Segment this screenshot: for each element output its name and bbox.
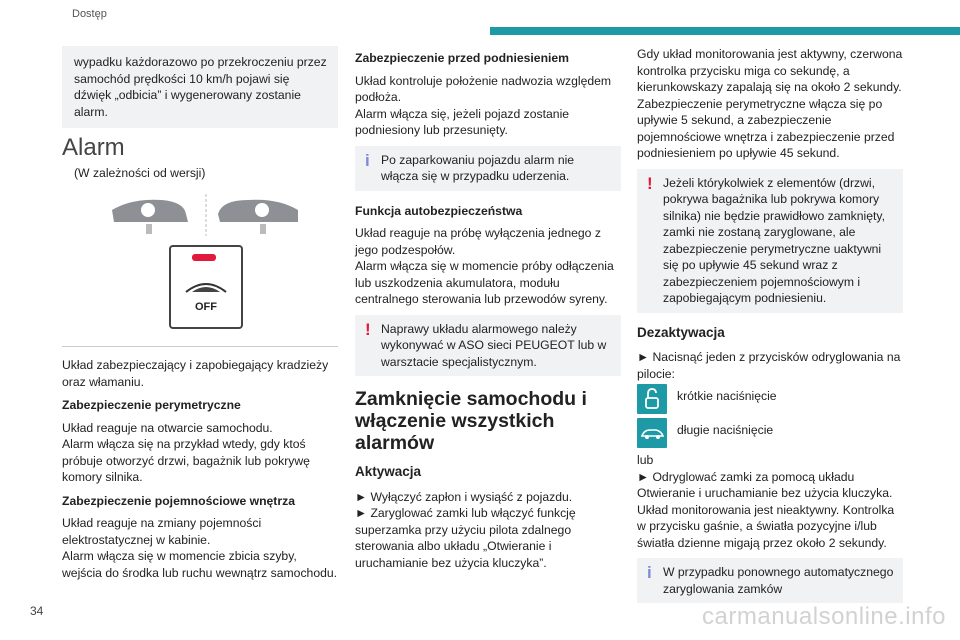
info-box-parking (355, 146, 621, 191)
page-number: 34 (30, 604, 44, 618)
deactivation-step-2: ► Odryglować zamki za pomocą układu Otwieranie i uruchamianie bez użycia kluczyka. (637, 469, 893, 500)
lift-text-2: Alarm włącza się, jeżeli pojazd zostanie podniesiony lub przesunięty. (355, 106, 570, 137)
long-press-label: długie naciśnięcie (677, 423, 774, 437)
info-text-parking: Po zaparkowaniu pojazdu alarm nie włącza się w przypadku uderzenia. (381, 152, 575, 183)
section-title-alarm: Alarm (62, 134, 125, 161)
deactivation-result: Układ monitorowania jest nieaktywny. Kontrolka w przycisku gaśnie, a światła pozycyjne i/lub światła dzienne migają przez około 2 sekundy. (637, 502, 895, 550)
warning-icon: ! (365, 319, 371, 339)
warning-box-repairs (355, 315, 621, 377)
warning-box-closure (637, 169, 903, 313)
activation-step-2: ► Zaryglować zamki lub włączyć funkcję superzamka przy użyciu pilota zdalnego sterowania albo układu „Otwieranie i uruchamianie bez użycia kluczyka”. (355, 506, 576, 570)
short-press-row (637, 384, 903, 414)
perimeter-text-2: Alarm włącza się na przykład wtedy, gdy ktoś próbuje otworzyć drzwi, bagażnik lub pokrywę komory silnika. (62, 437, 310, 484)
info-icon: i (365, 150, 370, 170)
warning-text-closure: Jeżeli którykolwiek z elementów (drzwi, pokrywa bagażnika lub pokrywa komory silnika) nie będzie prawidłowo zamknięty, zamki nie zostaną zaryglowane, ale zabezpieczenie perymetryczne uaktywni się po upływie 45 sekund wraz z zabezpieczeniem pojemnościowym i zapobiegającym podniesieniu. (663, 175, 885, 305)
or-text: lub (637, 453, 654, 467)
heading-activation: Aktywacja (355, 464, 422, 479)
delay-text: Zabezpieczenie perymetryczne włącza się po upływie 5 sekund, a zabezpieczenie pojemnościowe wnętrza i zabezpieczenie przed podniesieniem po upływie 45 sekund. (637, 96, 895, 160)
column-2 (355, 46, 621, 578)
lift-text-1: Układ kontroluje położenie nadwozia względem podłoża. (355, 73, 612, 104)
info-box-relock (637, 558, 903, 603)
perimeter-text-1: Układ reaguje na otwarcie samochodu. (62, 420, 273, 435)
continuation-note-text: wypadku każdorazowo po przekroczeniu przez samochód prędkości 10 km/h pojawi się dźwięk „odbicia” i wygenerowany zostanie alarm. (74, 55, 327, 119)
long-press-row (637, 418, 903, 448)
monitoring-text: Gdy układ monitorowania jest aktywny, czerwona kontrolka przycisku miga co sekundę, a kierunkowskazy zapalają się na około 2 sekundy. (637, 47, 903, 94)
self-text-2: Alarm włącza się w momencie próby odłączenia lub uszkodzenia akumulatora, modułu centralnego sterowania lub przewodów syreny. (355, 259, 614, 306)
watermark: carmanualsonline.info (702, 603, 946, 630)
info-icon: i (647, 563, 652, 582)
heading-deactivation: Dezaktywacja (637, 324, 725, 340)
heading-self-protection: Funkcja autobezpieczeństwa (355, 203, 523, 218)
unlock-icon (637, 384, 667, 414)
activation-step-1: ► Wyłączyć zapłon i wysiąść z pojazdu. (355, 489, 573, 504)
volume-text-2: Alarm włącza się w momencie zbicia szyby, wejścia do środka lub ruchu wewnątrz samochodu. (62, 549, 338, 580)
header-accent-bar (490, 27, 960, 35)
deactivation-step-1: ► Nacisnąć jeden z przycisków odryglowania na pilocie: (637, 350, 901, 381)
alarm-button-illustration (62, 188, 338, 338)
car-side-right-icon (218, 200, 298, 234)
alarm-button-figure (62, 188, 338, 338)
volume-text-1: Układ reaguje na zmiany pojemności elektrostatycznej w kabinie. (62, 516, 262, 547)
alarm-off-button-icon (170, 246, 242, 328)
divider (62, 346, 338, 347)
self-text-1: Układ reaguje na próbę wyłączenia jednego z jego podzespołów. (355, 226, 601, 257)
version-note: (W zależności od wersji) (74, 165, 206, 180)
heading-volume: Zabezpieczenie pojemnościowe wnętrza (62, 493, 295, 508)
heading-lift: Zabezpieczenie przed podniesieniem (355, 51, 570, 65)
header-section-label: Dostęp (72, 8, 107, 20)
car-side-left-icon (112, 200, 188, 234)
column-3 (637, 46, 903, 615)
alarm-intro: Układ zabezpieczający i zapobiegający kradzieży oraz włamaniu. (62, 358, 329, 389)
column-1 (62, 46, 338, 588)
info-text-relock: W przypadku ponownego automatycznego zaryglowania zamków (663, 565, 894, 596)
heading-perimeter: Zabezpieczenie perymetryczne (62, 398, 241, 412)
off-label: OFF (195, 301, 217, 313)
warning-text-repairs: Naprawy układu alarmowego należy wykonywać w ASO sieci PEUGEOT lub w warsztacie specjalistycznym. (381, 321, 607, 369)
car-unlock-icon (637, 418, 667, 448)
continuation-note-box (62, 46, 338, 128)
short-press-label: krótkie naciśnięcie (677, 389, 777, 403)
warning-icon: ! (647, 173, 653, 193)
heading-locking: Zamknięcie samochodu i włączenie wszystkich alarmów (355, 388, 587, 454)
